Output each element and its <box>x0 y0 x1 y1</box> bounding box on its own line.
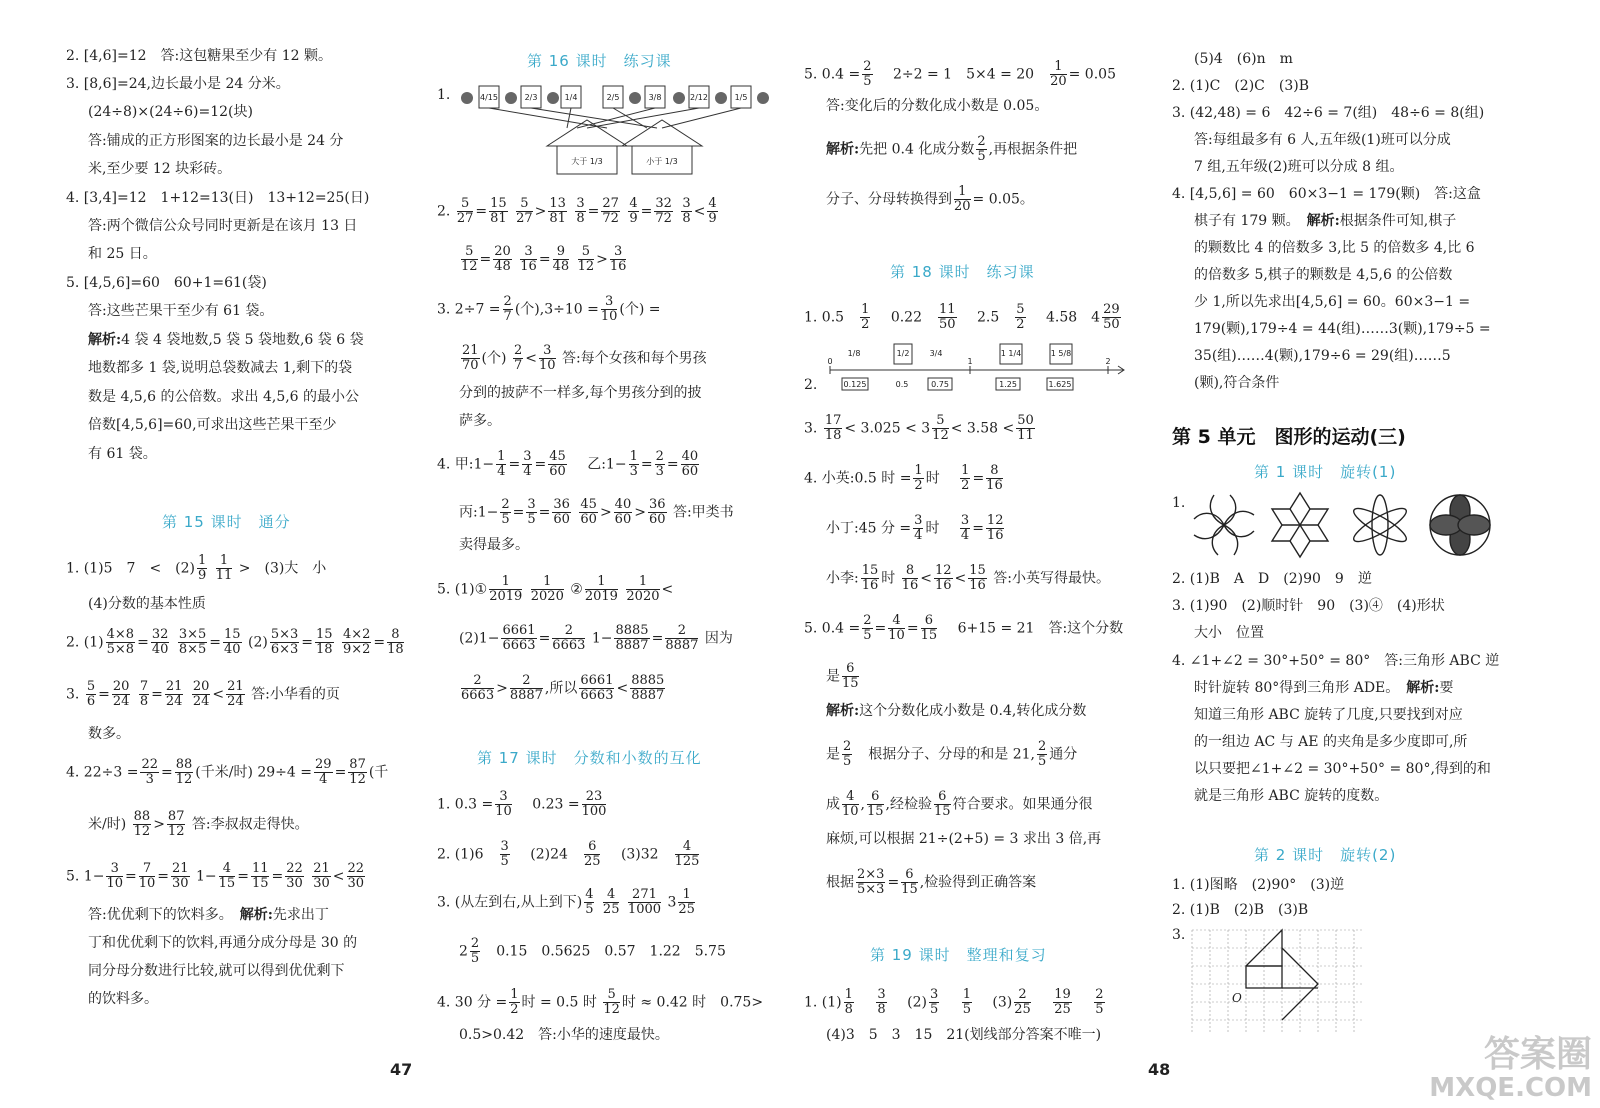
nl-top-label: 1 1/4 <box>1000 349 1022 358</box>
ans-line: 解析:4 袋 4 袋地数,5 袋 5 袋地数,6 袋 6 袋 <box>88 332 364 348</box>
ans-line: 2. (1)B A D (2)90 9 逆 <box>1172 571 1372 587</box>
ans-line: 2. (1) $\frac{4\times 8}{5\times 8}$ = $\frac{32}{40}$ $\frac{3\times 5}{8\times 5}$ = $\frac{15}{40}$ (2) $\frac{5\times 3}{6\times 3}$ = $\frac{15}{18}$ $\frac{4\times 2}{9\times 2}$ = $\frac{8}{18}$ <box>66 627 404 657</box>
ans-line: 7 组,五年级(2)班可以分成 8 组。 <box>1194 159 1404 175</box>
ans-line: $\frac{5}{12}$ = $\frac{20}{48}$ $\frac{3}{16}$ = $\frac{9}{48}$ $\frac{5}{12}$ > $\frac{3}{16}$ <box>461 244 627 274</box>
ans-line: (24÷8)×(24÷6)=12(块) <box>88 104 253 120</box>
nl-tick-label: 2 <box>1105 357 1111 366</box>
nl-top-label: 1/8 <box>847 349 861 358</box>
ans-line: 丁和优优剩下的饮料,再通分成分母是 30 的 <box>88 935 358 951</box>
ans-line: 2. (1)C (2)C (3)B <box>1172 78 1310 94</box>
ans-line: 萨多。 <box>459 413 501 429</box>
page-number-left: 47 <box>390 1060 413 1079</box>
section-heading: 第 15 课时 通分 <box>162 513 291 531</box>
ans-line: (颗),符合条件 <box>1194 375 1280 391</box>
ans-line: 3. (42,48) = 6 42÷6 = 7(组) 48÷6 = 8(组) <box>1172 105 1485 121</box>
ans-line: (2)1− $\frac{6661}{6663}$ = $\frac{2}{6663}$ 1− $\frac{8885}{8887}$ = $\frac{2}{8887}$ 因为 <box>459 623 733 653</box>
ans-line: 1. (1)5 7 < (2) $\frac{1}{9}$ $\frac{1}{11}$ > (3)大 小 <box>66 553 327 583</box>
ans-line: 答:这些芒果干至少有 61 袋。 <box>88 303 274 319</box>
ans-line: $\frac{21}{70}$ (个) $\frac{2}{7}$ < $\frac{3}{10}$ 答:每个女孩和每个男孩 <box>462 343 707 373</box>
fraction-label: 4/15 <box>480 93 498 102</box>
ans-line: (4)分数的基本性质 <box>88 596 206 612</box>
ans-line: 3. <box>1172 927 1186 943</box>
ans-line: 2. (1)B (2)B (3)B <box>1172 902 1309 918</box>
house-label: 小于 1/3 <box>646 157 678 166</box>
ans-line: 4. ∠1+∠2 = 30°+50° = 80° 答:三角形 ABC 逆 <box>1172 653 1500 669</box>
ans-line: 解析:这个分数化成小数是 0.4,转化成分数 <box>826 703 1087 719</box>
nl-bottom-label: 0.75 <box>931 380 949 389</box>
grid-rotation-figure <box>1188 926 1368 1038</box>
ans-line: 答:变化后的分数化成小数是 0.05。 <box>826 98 1049 114</box>
ans-line: 4. [4,5,6] = 60 60×3−1 = 179(颗) 答:这盒 <box>1172 186 1481 202</box>
nl-top-label: 1 5/8 <box>1050 349 1072 358</box>
section-heading: 第 16 课时 练习课 <box>527 52 672 70</box>
ans-line: 的一组边 AC 与 AE 的夹角是多少度即可,所 <box>1194 734 1468 750</box>
ans-line: 3. (从左到右,从上到下) $\frac{4}{5}$ $\frac{4}{25}$ $\frac{271}{1000}$ 3 $\frac{1}{25}$ <box>437 887 695 917</box>
ans-line: 倍数[4,5,6]=60,可求出这些芒果干至少 <box>88 417 337 433</box>
ans-line: 5. 0.4 = $\frac{2}{5}$ = $\frac{4}{10}$ = $\frac{6}{15}$ 6+15 = 21 答:这个分数 <box>804 613 1124 643</box>
ans-line: 以只要把∠1+∠2 = 30°+50° = 80°,得到的和 <box>1194 761 1491 777</box>
ans-line: 数是 4,5,6 的公倍数。求出 4,5,6 的最小公 <box>88 389 360 405</box>
ans-line: 和 25 日。 <box>88 246 157 262</box>
ans-line: 4. 小英:0.5 时 = $\frac{1}{2}$ 时 $\frac{1}{2}$ = $\frac{8}{16}$ <box>804 463 1003 493</box>
ans-line: 小丁:45 分 = $\frac{3}{4}$ 时 $\frac{3}{4}$ = $\frac{12}{16}$ <box>826 513 1004 543</box>
ans-line: 米,至少要 12 块彩砖。 <box>88 161 232 177</box>
ans-line: (5)4 (6)n m <box>1194 51 1293 67</box>
ans-line: 4. 30 分 = $\frac{1}{2}$ 时 = 0.5 时 $\frac{5}{12}$ 时 ≈ 0.42 时 0.75> <box>437 987 764 1017</box>
ans-line: 米/时) $\frac{88}{12}$ > $\frac{87}{12}$ 答:李叔叔走得快。 <box>88 809 309 839</box>
ans-line: 小李: $\frac{15}{16}$ 时 $\frac{8}{16}$ < $\frac{12}{16}$ < $\frac{15}{16}$ 答:小英写得最快。 <box>826 563 1110 593</box>
ans-line: 0.5>0.42 答:小华的速度最快。 <box>459 1027 669 1043</box>
ans-line: (4)3 5 3 15 21(划线部分答案不唯一) <box>826 1027 1102 1043</box>
ans-line: 2. (1)6 $\frac{3}{5}$ (2)24 $\frac{6}{25}$ (3)32 $\frac{4}{125}$ <box>437 839 700 869</box>
ans-line: 答:两个微信公众号同时更新是在该月 13 日 <box>88 218 358 234</box>
ans-line: 的倍数多 5,棋子的颗数是 4,5,6 的公倍数 <box>1194 267 1453 283</box>
ans-line: 2 $\frac{2}{5}$ 0.15 0.5625 0.57 1.22 5.75 <box>459 936 726 966</box>
ans-line: 棋子有 179 颗。 解析:根据条件可知,棋子 <box>1194 213 1457 229</box>
ans-line: 1. (1)图略 (2)90° (3)逆 <box>1172 877 1345 893</box>
nl-bottom-label: 1.25 <box>999 380 1017 389</box>
ans-line: 丙:1− $\frac{2}{5}$ = $\frac{3}{5}$ = $\frac{36}{60}$ $\frac{45}{60}$ > $\frac{40}{60}$ > $\frac{36}{60}$ 答:甲类书 <box>459 497 734 527</box>
fraction-label: 1/4 <box>564 93 578 102</box>
nl-top-label: 3/4 <box>929 349 943 358</box>
ans-line: 卖得最多。 <box>459 537 529 553</box>
ans-line: 有 61 袋。 <box>88 446 157 462</box>
ans-line: 同分母分数进行比较,就可以得到优优剩下 <box>88 963 345 979</box>
ans-line: 数多。 <box>88 726 130 742</box>
fraction-label: 2/3 <box>524 93 538 102</box>
ans-line: 时针旋转 80°得到三角形 ADE。 解析:要 <box>1194 680 1454 696</box>
watermark: 答案圈 MXQE.COM <box>1429 1034 1592 1103</box>
ans-line: 答:铺成的正方形图案的边长最小是 24 分 <box>88 133 344 149</box>
ans-line: 解析:先把 0.4 化成分数 $\frac{2}{5}$ ,再根据条件把 <box>826 134 1078 164</box>
ans-line: 3. 2÷7 = $\frac{2}{7}$ (个),3÷10 = $\frac{3}{10}$ (个) = <box>437 294 661 324</box>
fraction-label: 3/8 <box>648 93 662 102</box>
nl-tick-label: 1 <box>967 357 973 366</box>
ans-line: 4. [3,4]=12 1+12=13(日) 13+12=25(日) <box>66 190 370 206</box>
ans-line: 3. [8,6]=24,边长最小是 24 分米。 <box>66 76 290 92</box>
nl-bottom-label: 0.125 <box>843 380 867 389</box>
fraction-label: 2/12 <box>690 93 708 102</box>
ans-line: 1. <box>437 87 451 103</box>
ans-line: 179(颗),179÷4 = 44(组)……3(颗),179÷5 = <box>1194 321 1491 337</box>
ans-line: 少 1,所以先求出[4,5,6] = 60。60×3−1 = <box>1194 294 1471 310</box>
section-heading: 第 17 课时 分数和小数的互化 <box>477 749 702 767</box>
ans-line: 4. 甲:1− $\frac{1}{4}$ = $\frac{3}{4}$ = $\frac{45}{60}$ 乙:1− $\frac{1}{3}$ = $\frac{2}{3}$ = $\frac{40}{60}$ <box>437 449 699 479</box>
ans-line: 3. (1)90 (2)顺时针 90 (3)④ (4)形状 <box>1172 598 1445 614</box>
ans-line: 5. (1)① $\frac{1}{2019}$ $\frac{1}{2020}$ ② $\frac{1}{2019}$ $\frac{1}{2020}$ < <box>437 574 674 604</box>
ans-line: 的饮料多。 <box>88 991 158 1007</box>
ans-line: 2. <box>804 377 818 393</box>
ans-line: 5. [4,5,6]=60 60+1=61(袋) <box>66 275 267 291</box>
nl-top-label: 1/2 <box>896 349 910 358</box>
ans-line: 是 $\frac{6}{15}$ <box>826 661 859 691</box>
ans-line: 知道三角形 ABC 旋转了几度,只要找到对应 <box>1194 707 1463 723</box>
nl-tick-label: 0 <box>827 357 833 366</box>
ans-line: 4. 22÷3 = $\frac{22}{3}$ = $\frac{88}{12}$ (千米/时) 29÷4 = $\frac{29}{4}$ = $\frac{87}{12}$ (千 <box>66 757 389 787</box>
page-number-right: 48 <box>1148 1060 1171 1079</box>
ans-line: 根据 $\frac{2\times 3}{5\times 3}$ = $\frac{6}{15}$ ,检验得到正确答案 <box>826 867 1037 897</box>
ans-line: 1. 0.5 $\frac{1}{2}$ 0.22 $\frac{11}{50}$ 2.5 $\frac{5}{2}$ 4.58 4 $\frac{29}{50}$ <box>804 302 1120 332</box>
ans-line: 35(组)……4(颗),179÷6 = 29(组)……5 <box>1194 348 1451 364</box>
section-heading: 第 2 课时 旋转(2) <box>1254 846 1397 864</box>
section-heading: 第 18 课时 练习课 <box>890 263 1035 281</box>
ans-line: $\frac{2}{6663}$ > $\frac{2}{8887}$ ,所以 $\frac{6661}{6663}$ < $\frac{8885}{8887}$ <box>461 673 665 703</box>
ans-line: 2. $\frac{5}{27}$ = $\frac{15}{81}$ $\frac{5}{27}$ > $\frac{13}{81}$ $\frac{3}{8}$ = $\frac{27}{72}$ $\frac{4}{9}$ = $\frac{32}{72}$ $\frac{3}{8}$ < $\frac{4}{9}$ <box>437 196 717 226</box>
ans-line: 成 $\frac{4}{10}$ , $\frac{6}{15}$ ,经检验 $\frac{6}{15}$ 符合要求。如果通分很 <box>826 789 1093 819</box>
ans-line: 地数都多 1 袋,说明总袋数减去 1,剩下的袋 <box>88 360 353 376</box>
ans-line: 是 $\frac{2}{5}$ 根据分子、分母的和是 21, $\frac{2}{5}$ 通分 <box>826 739 1078 769</box>
ans-line: 分子、分母转换得到 $\frac{1}{20}$ = 0.05。 <box>826 184 1034 214</box>
ans-line: 2. [4,6]=12 答:这包糖果至少有 12 颗。 <box>66 48 332 64</box>
nl-bottom-label: 1.625 <box>1048 380 1072 389</box>
fraction-label: 1/5 <box>734 93 748 102</box>
ans-line: 3. $\frac{17}{18}$ < 3.025 < 3 $\frac{5}{12}$ < 3.58 < $\frac{50}{11}$ <box>804 413 1034 443</box>
ans-line: 1. 0.3 = $\frac{3}{10}$ 0.23 = $\frac{23}{100}$ <box>437 789 607 819</box>
ans-line: 的颗数比 4 的倍数多 3,比 5 的倍数多 4,比 6 <box>1194 240 1475 256</box>
matching-figure <box>457 80 777 180</box>
ans-line: 就是三角形 ABC 旋转的度数。 <box>1194 788 1389 804</box>
ans-line: 答:每组最多有 6 人,五年级(1)班可以分成 <box>1194 132 1451 148</box>
ans-line: 大小 位置 <box>1194 625 1264 641</box>
section-heading: 第 19 课时 整理和复习 <box>870 946 1047 964</box>
section-heading: 第 1 课时 旋转(1) <box>1254 463 1397 481</box>
number-line <box>824 342 1134 394</box>
fraction-label: 2/5 <box>606 93 620 102</box>
nl-bottom-label: 0.5 <box>895 380 909 389</box>
ans-line: 麻烦,可以根据 21÷(2+5) = 3 求出 3 倍,再 <box>826 831 1102 847</box>
unit-heading: 第 5 单元 图形的运动(三) <box>1172 426 1406 448</box>
ans-line: 5. 1− $\frac{3}{10}$ = $\frac{7}{10}$ = $\frac{21}{30}$ 1− $\frac{4}{15}$ = $\frac{11}{15}$ = $\frac{22}{30}$ $\frac{21}{30}$ < $\frac{22}{30}$ <box>66 861 365 891</box>
ans-line: 1. <box>1172 495 1186 511</box>
house-label: 大于 1/3 <box>571 157 603 166</box>
ans-line: 1. (1) $\frac{1}{8}$ $\frac{3}{8}$ (2) $\frac{3}{5}$ $\frac{1}{5}$ (3) $\frac{2}{25}$ $\frac{19}{25}$ $\frac{2}{5}$ <box>804 987 1104 1017</box>
ans-line: 5. 0.4 = $\frac{2}{5}$ 2÷2 = 1 5×4 = 20 $\frac{1}{20}$ = 0.05 <box>804 59 1116 89</box>
grid-point-label: O <box>1232 991 1242 1005</box>
ans-line: 3. $\frac{5}{6}$ = $\frac{20}{24}$ $\frac{7}{8}$ = $\frac{21}{24}$ $\frac{20}{24}$ < $\frac{21}{24}$ 答:小华看的页 <box>66 679 340 709</box>
ans-line: 答:优优剩下的饮料多。 解析:先求出丁 <box>88 907 329 923</box>
rotation-figures <box>1188 488 1498 562</box>
ans-line: 分到的披萨不一样多,每个男孩分到的披 <box>459 385 702 401</box>
